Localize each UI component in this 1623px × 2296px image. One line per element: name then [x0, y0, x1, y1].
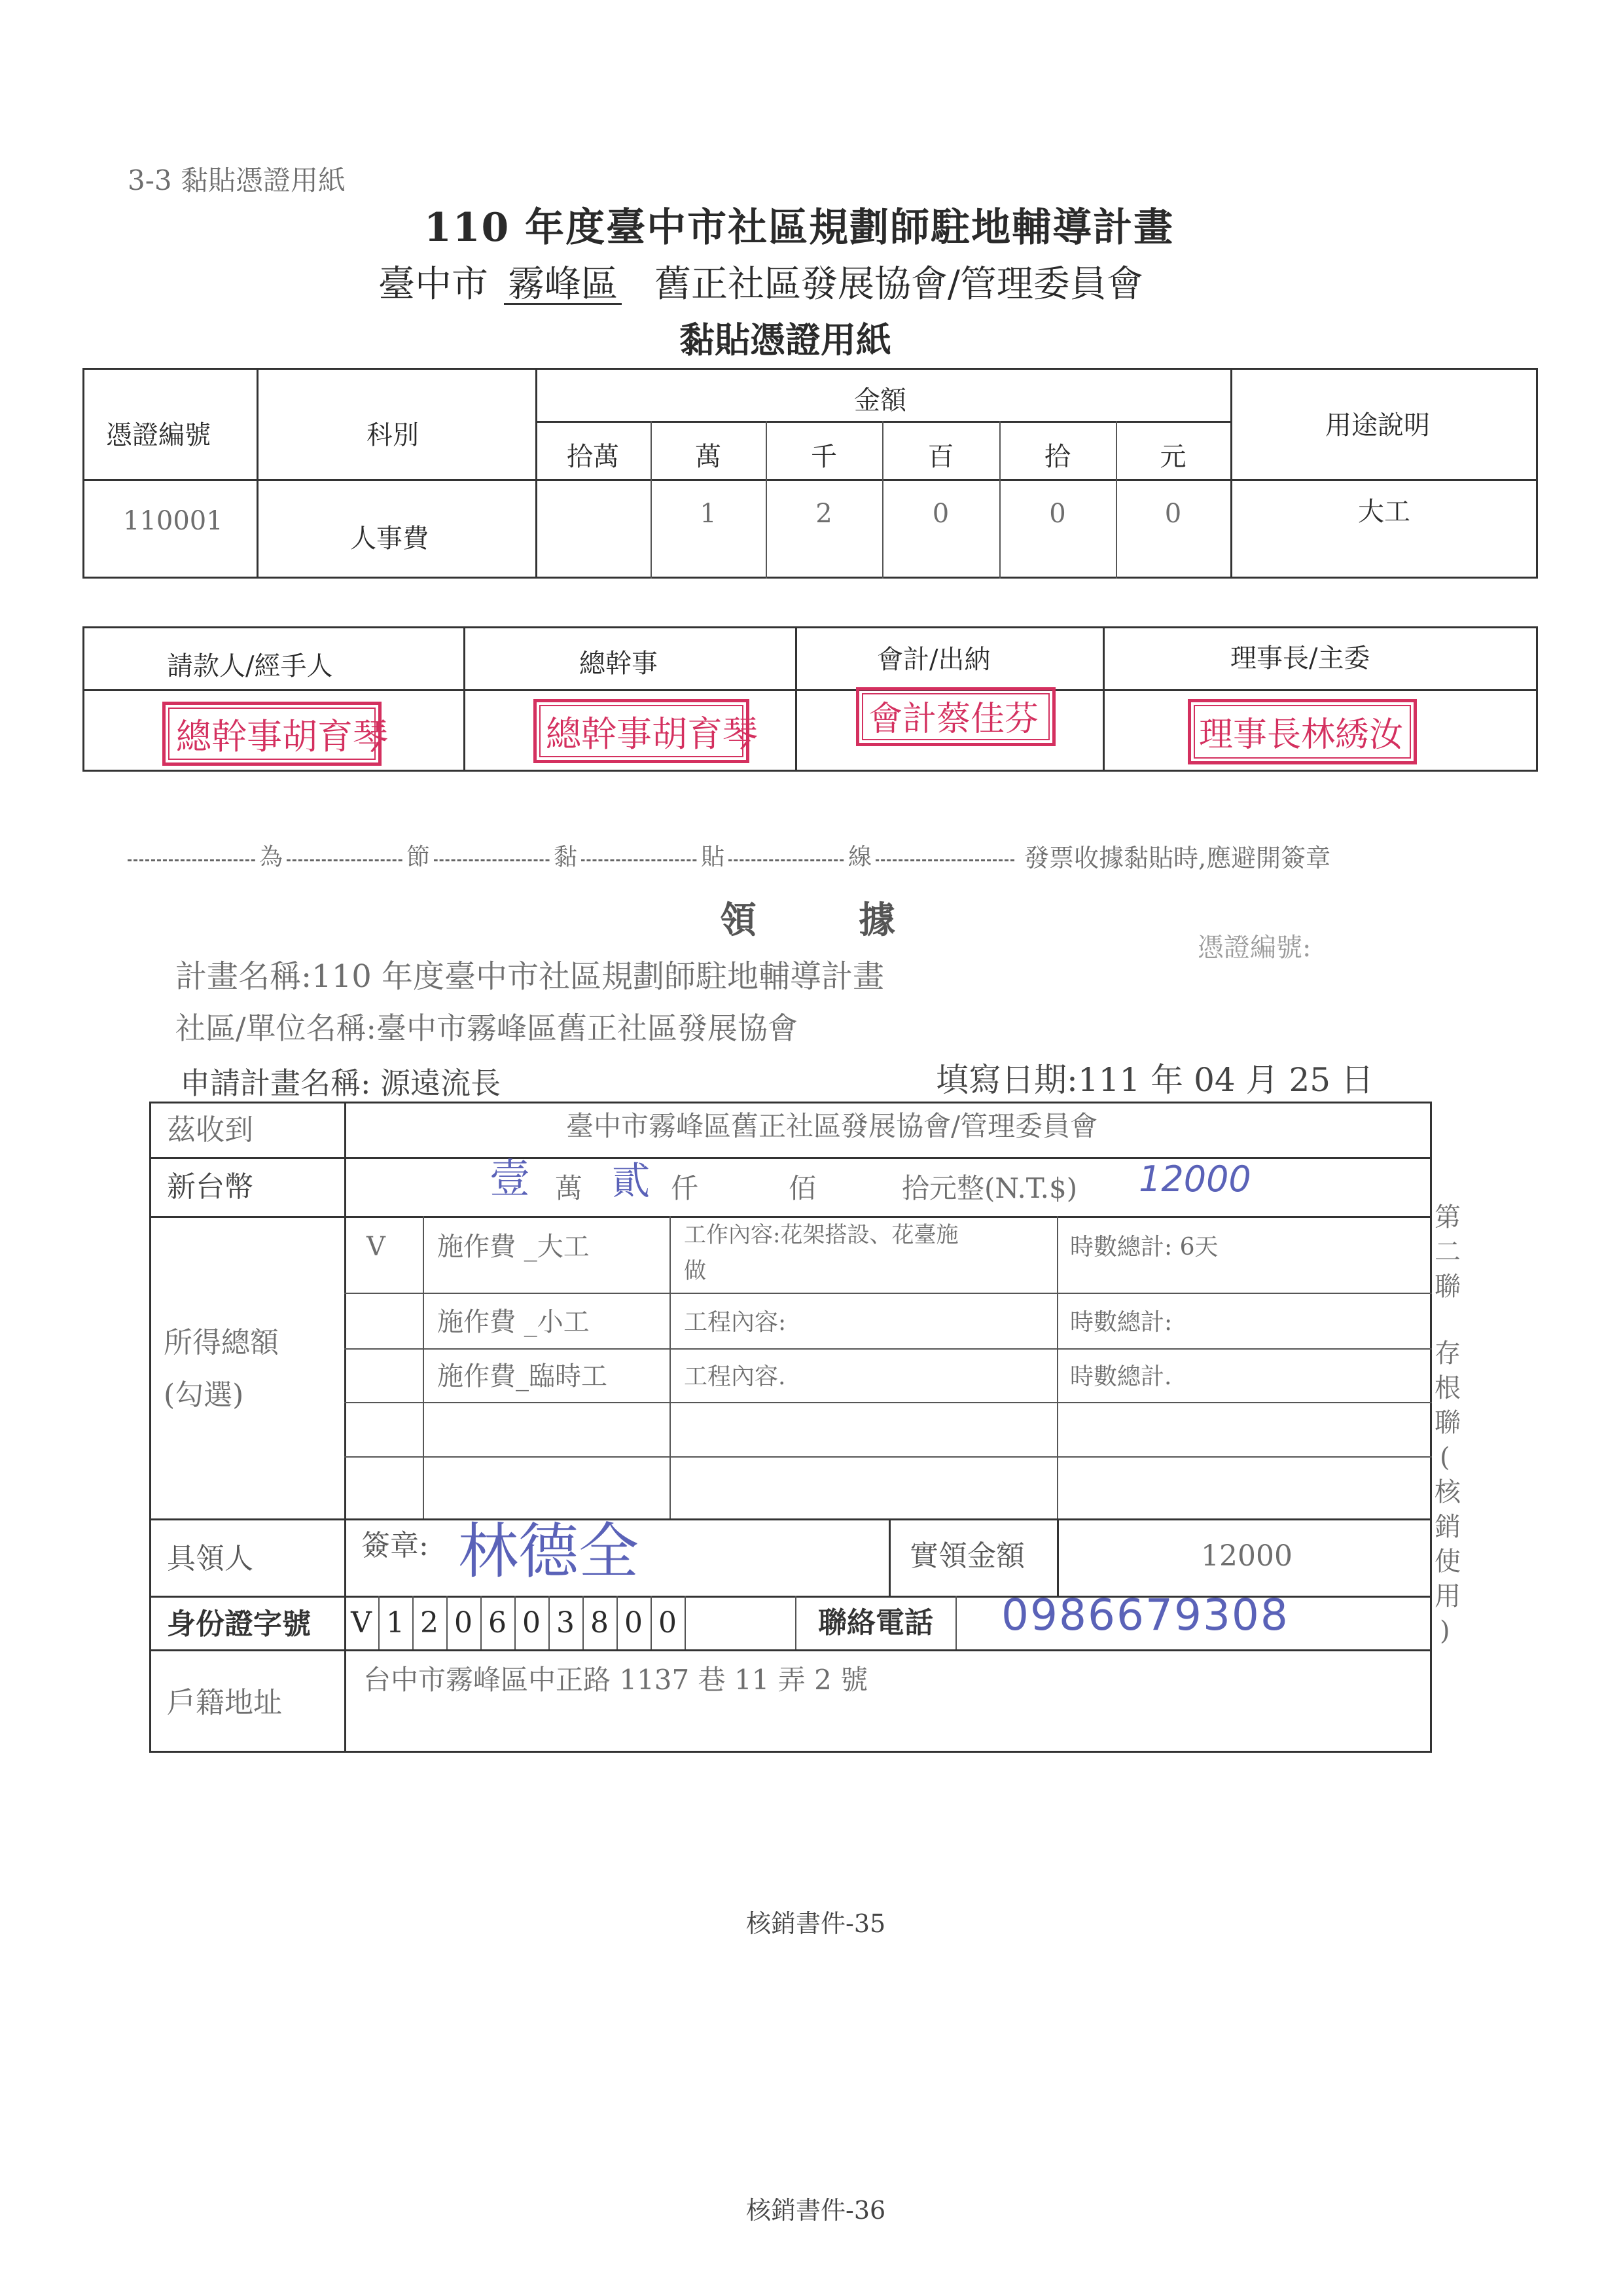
- address-label: 戶籍地址: [167, 1686, 282, 1719]
- address-value: 台中市霧峰區中正路 1137 巷 11 弄 2 號: [363, 1664, 868, 1696]
- amount-word-bai: 佰: [789, 1172, 817, 1204]
- digit-value-1k: 2: [815, 499, 832, 529]
- form-number: 3-3 黏貼憑證用紙: [128, 164, 346, 196]
- header-purpose: 用途說明: [1325, 410, 1430, 440]
- sign-header-accounting: 會計/出納: [877, 645, 991, 675]
- digit-header-100: 百: [927, 442, 954, 472]
- fill-date: 填寫日期:111 年 04 月 25 日: [936, 1061, 1374, 1099]
- amount-hand-thousand: 貳: [612, 1158, 651, 1203]
- sign-header-director: 總幹事: [579, 649, 658, 679]
- phone-label: 聯絡電話: [818, 1606, 933, 1640]
- digit-value-1: 0: [1164, 499, 1182, 529]
- option-2-label: 施作費 _小工: [437, 1307, 590, 1337]
- unit-name: 社區/單位名稱:臺中市霧峰區舊正社區發展協會: [175, 1011, 798, 1046]
- option-1-label: 施作費 _大工: [437, 1232, 590, 1262]
- stamp-director: 總幹事胡育琴: [533, 699, 749, 763]
- digit-header-1k: 千: [811, 442, 837, 472]
- amount-word-shi-yuan: 拾元整(N.T.$): [902, 1172, 1078, 1204]
- digit-value-100: 0: [932, 499, 950, 529]
- option-3-label: 施作費_臨時工: [437, 1361, 607, 1391]
- purpose-value: 大工: [1358, 497, 1410, 527]
- option-1-hours: 時數總計: 6天: [1070, 1234, 1219, 1261]
- option-1-content: 工作內容:花架搭設、花臺施: [684, 1222, 959, 1248]
- stamp-chair: 理事長林綉汝: [1188, 699, 1417, 764]
- header-amount: 金額: [854, 386, 906, 416]
- phone-handwritten: 0986679308: [1001, 1590, 1289, 1640]
- id-char-3: 2: [420, 1606, 438, 1640]
- received-org: 臺中市霧峰區舊正社區發展協會/管理委員會: [566, 1110, 1098, 1142]
- ntd-label: 新台幣: [167, 1170, 253, 1204]
- footer-page-36: 核銷書件-36: [746, 2196, 886, 2225]
- id-char-8: 8: [590, 1606, 609, 1640]
- title-form: 黏貼憑證用紙: [679, 319, 891, 361]
- income-label: 所得總額: [164, 1326, 279, 1359]
- option-3-content: 工程內容.: [684, 1363, 786, 1390]
- digit-header-10: 拾: [1044, 442, 1071, 472]
- signature-handwritten: 林德全: [458, 1516, 639, 1587]
- stamp-accounting: 會計蔡佳芬: [856, 687, 1056, 746]
- sign-header-chair: 理事長/主委: [1230, 643, 1370, 673]
- cut-line-note: 發票收據黏貼時,應避開簽章: [1024, 844, 1331, 872]
- header-voucher-no: 憑證編號: [106, 420, 211, 450]
- id-char-7: 3: [556, 1606, 575, 1640]
- footer-page-35: 核銷書件-35: [746, 1909, 886, 1938]
- option-2-content: 工程內容:: [684, 1309, 787, 1336]
- actual-amount-value: 12000: [1201, 1539, 1293, 1573]
- option-3-hours: 時數總計.: [1070, 1363, 1172, 1390]
- option-1-content-cont: 做: [684, 1258, 706, 1284]
- amount-hand-number: 12000: [1139, 1158, 1251, 1200]
- title-org-district: 霧峰區: [504, 266, 622, 305]
- id-char-10: 0: [658, 1606, 677, 1640]
- option-2-hours: 時數總計:: [1070, 1309, 1173, 1336]
- receipt-voucher-no-label: 憑證編號:: [1198, 933, 1311, 963]
- received-label: 茲收到: [167, 1113, 253, 1147]
- digit-header-1: 元: [1160, 442, 1186, 472]
- amount-word-qian: 仟: [671, 1172, 699, 1204]
- digit-value-10k: 1: [700, 499, 717, 529]
- sign-header-requester: 請款人/經手人: [167, 651, 333, 681]
- id-char-6: 0: [522, 1606, 541, 1640]
- voucher-no-value: 110001: [123, 506, 223, 536]
- id-char-2: 1: [386, 1606, 404, 1640]
- recipient-label: 具領人: [167, 1542, 253, 1575]
- title-plan: 110 年度臺中市社區規劃師駐地輔導計畫: [424, 205, 1175, 251]
- category-value: 人事費: [350, 524, 429, 554]
- header-category: 科別: [366, 420, 419, 450]
- apply-plan-name: 申請計畫名稱: 源遠流長: [180, 1066, 501, 1101]
- income-check-hint: (勾選): [164, 1378, 244, 1412]
- stamp-requester: 總幹事胡育琴: [162, 702, 382, 766]
- option-checkmark: V: [366, 1232, 385, 1262]
- id-char-1: V: [351, 1606, 372, 1640]
- amount-hand-ten-thousand: 壹: [490, 1155, 531, 1202]
- id-char-9: 0: [624, 1606, 643, 1640]
- amount-word-wan: 萬: [555, 1172, 583, 1204]
- title-org-prefix: 臺中市: [378, 263, 488, 306]
- signature-label: 簽章:: [361, 1529, 429, 1562]
- actual-amount-label: 實領金額: [910, 1539, 1025, 1573]
- receipt-title: 領 據: [720, 899, 895, 942]
- id-char-4: 0: [454, 1606, 473, 1640]
- digit-value-10: 0: [1049, 499, 1066, 529]
- id-char-5: 6: [488, 1606, 507, 1640]
- id-label: 身份證字號: [167, 1607, 311, 1641]
- plan-name: 計畫名稱:110 年度臺中市社區規劃師駐地輔導計畫: [175, 958, 885, 995]
- digit-header-100k: 拾萬: [567, 442, 619, 472]
- title-org-name: 舊正社區發展協會/管理委員會: [654, 263, 1143, 306]
- digit-header-10k: 萬: [695, 442, 721, 472]
